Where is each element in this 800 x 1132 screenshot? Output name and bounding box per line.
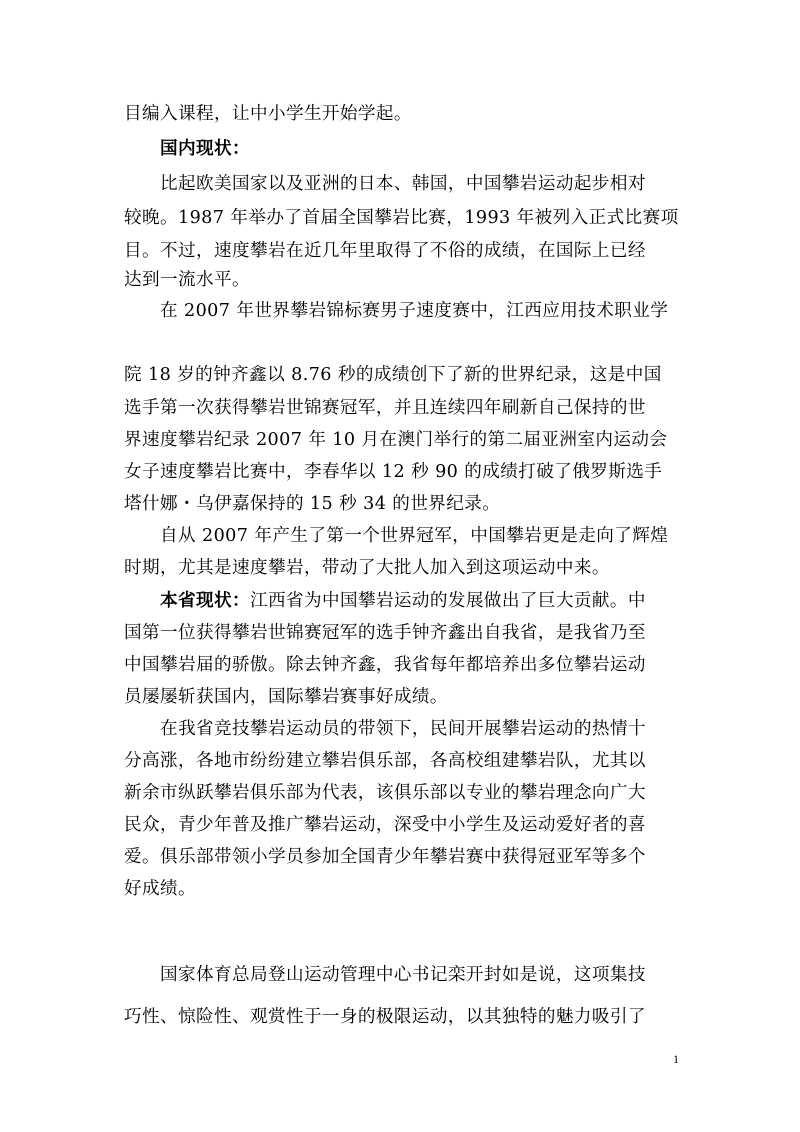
text-segment: 江西省为中国攀岩运动的发展做出了巨大贡献。中 (249, 591, 646, 611)
text-line: 巧性、惊险性、观赏性于一身的极限运动，以其独特的魅力吸引了 (124, 1007, 646, 1027)
text-line: 目编入课程，让中小学生开始学起。 (124, 104, 412, 124)
text-line: 在 2007 年世界攀岩锦标赛男子速度赛中，江西应用技术职业学 (160, 301, 669, 321)
text-line: 国第一位获得攀岩世锦赛冠军的选手钟齐鑫出自我省，是我省乃至 (124, 623, 646, 643)
text-line: 目。不过，速度攀岩在近几年里取得了不俗的成绩，在国际上已经 (124, 241, 646, 261)
text-line: 选手第一次获得攀岩世锦赛冠军，并且连续四年刷新自己保持的世 (124, 398, 646, 418)
text-line: 国家体育总局登山运动管理中心书记栾开封如是说，这项集技 (160, 965, 646, 985)
text-line: 比起欧美国家以及亚洲的日本、韩国，中国攀岩运动起步相对 (160, 174, 646, 194)
section-heading-domestic: 国内现状： (160, 138, 250, 159)
text-line: 员屡屡斩获国内，国际攀岩赛事好成绩。 (124, 687, 448, 707)
section-heading-province: 本省现状： (160, 590, 250, 611)
text-line: 民众，青少年普及推广攀岩运动，深受中小学生及运动爱好者的喜 (124, 815, 646, 835)
text-line: 达到一流水平。 (124, 270, 250, 290)
text-line: 自从 2007 年产生了第一个世界冠军，中国攀岩更是走向了辉煌 (160, 526, 669, 546)
text-line: 在我省竞技攀岩运动员的带领下，民间开展攀岩运动的热情十 (160, 719, 646, 739)
text-line: 时期，尤其是速度攀岩，带动了大批人加入到这项运动中来。 (124, 558, 610, 578)
text-line: 好成绩。 (124, 879, 196, 899)
text-line: 爱。俱乐部带领小学员参加全国青少年攀岩赛中获得冠亚军等多个 (124, 847, 646, 867)
text-line: 新余市纵跃攀岩俱乐部为代表，该俱乐部以专业的攀岩理念向广大 (124, 783, 646, 803)
text-line: 塔什娜・乌伊嘉保持的 15 秒 34 的世界纪录。 (124, 494, 501, 514)
page-number: 1 (673, 1052, 679, 1066)
text-line: 分高涨，各地市纷纷建立攀岩俱乐部，各高校组建攀岩队，尤其以 (124, 751, 646, 771)
text-line: 较晚。1987 年举办了首届全国攀岩比赛，1993 年被列入正式比赛项 (124, 208, 679, 228)
text-line: 女子速度攀岩比赛中，李春华以 12 秒 90 的成绩打破了俄罗斯选手 (124, 462, 663, 482)
text-line: 中国攀岩届的骄傲。除去钟齐鑫，我省每年都培养出多位攀岩运动 (124, 655, 646, 675)
text-line: 院 18 岁的钟齐鑫以 8.76 秒的成绩创下了新的世界纪录，这是中国 (124, 365, 662, 385)
text-line: 界速度攀岩纪录 2007 年 10 月在澳门举行的第二届亚洲室内运动会 (124, 430, 668, 450)
section-line-province (160, 591, 720, 611)
